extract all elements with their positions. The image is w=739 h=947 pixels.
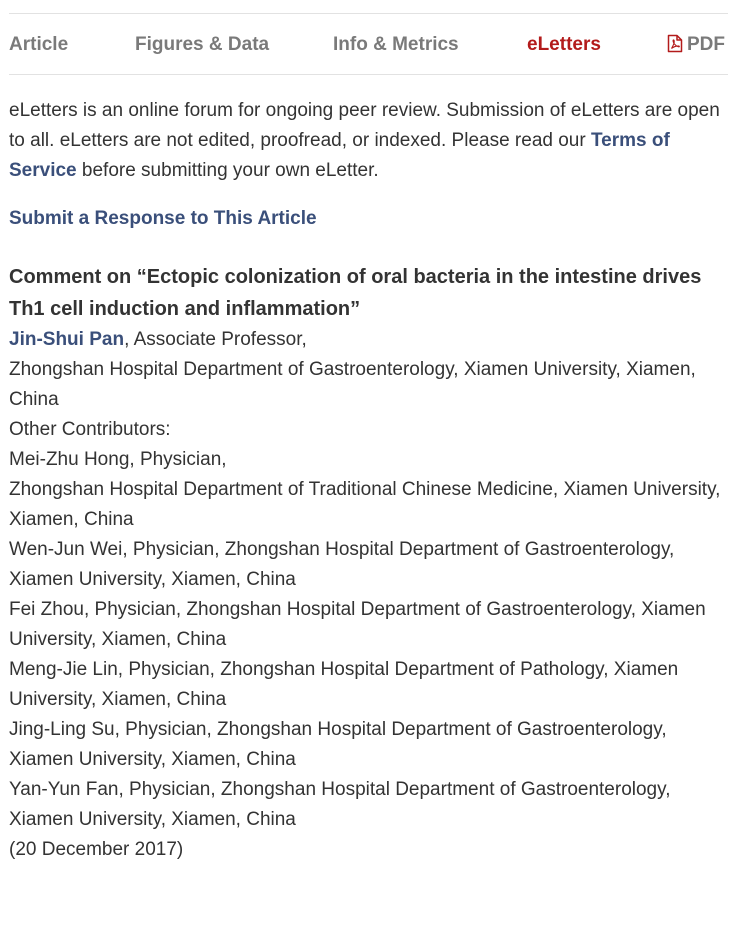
contributor-item: Meng-Jie Lin, Physician, Zhongshan Hospital Department of Pathology, Xiamen University, Xiamen, China (9, 659, 679, 710)
pdf-file-icon (667, 34, 683, 60)
tab-pdf[interactable] (667, 33, 725, 60)
eletters-intro (9, 96, 731, 186)
intro-text: eLetters is an online forum for ongoing peer review. Submission of eLetters are open to all. eLetters are not edited, proofread, or indexed. Please read our (9, 100, 720, 151)
tab-pdf-label: PDF (687, 34, 725, 55)
tab-figures-data[interactable]: Figures & Data (135, 34, 270, 55)
comment-title: Comment on “Ectopic colonization of oral bacteria in the intestine drives Th1 cell induction and inflammation” (9, 266, 702, 320)
contributor-item: Fei Zhou, Physician, Zhongshan Hospital Department of Gastroenterology, Xiamen University, Xiamen, China (9, 599, 706, 650)
comment-date: (20 December 2017) (9, 839, 184, 860)
contributor-item: Mei-Zhu Hong, Physician, Zhongshan Hospital Department of Traditional Chinese Medicine, Xiamen University, Xiamen, China (9, 449, 721, 530)
comment-author (9, 325, 731, 355)
intro-text-end: before submitting your own eLetter. (76, 160, 379, 181)
eletters-content (9, 96, 731, 865)
article-tab-bar (9, 13, 728, 75)
other-contributors-label: Other Contributors: (9, 419, 171, 440)
contributor-item: Jing-Ling Su, Physician, Zhongshan Hospital Department of Gastroenterology, Xiamen University, Xiamen, China (9, 719, 667, 770)
tab-eletters[interactable]: eLetters (527, 34, 601, 55)
tab-info-metrics[interactable]: Info & Metrics (333, 34, 459, 55)
submit-response-link[interactable]: Submit a Response to This Article (9, 208, 317, 229)
author-role: , Associate Professor, (124, 329, 307, 350)
contributor-item: Yan-Yun Fan, Physician, Zhongshan Hospital Department of Gastroenterology, Xiamen University, Xiamen, China (9, 779, 671, 830)
tab-article[interactable]: Article (9, 34, 69, 55)
author-name-link[interactable]: Jin-Shui Pan (9, 329, 125, 350)
terms-of-service-link[interactable]: Terms of Service (9, 130, 670, 181)
contributor-item: Wen-Jun Wei, Physician, Zhongshan Hospital Department of Gastroenterology, Xiamen University, Xiamen, China (9, 539, 675, 590)
author-affiliation: Zhongshan Hospital Department of Gastroenterology, Xiamen University, Xiamen, China (9, 359, 696, 410)
